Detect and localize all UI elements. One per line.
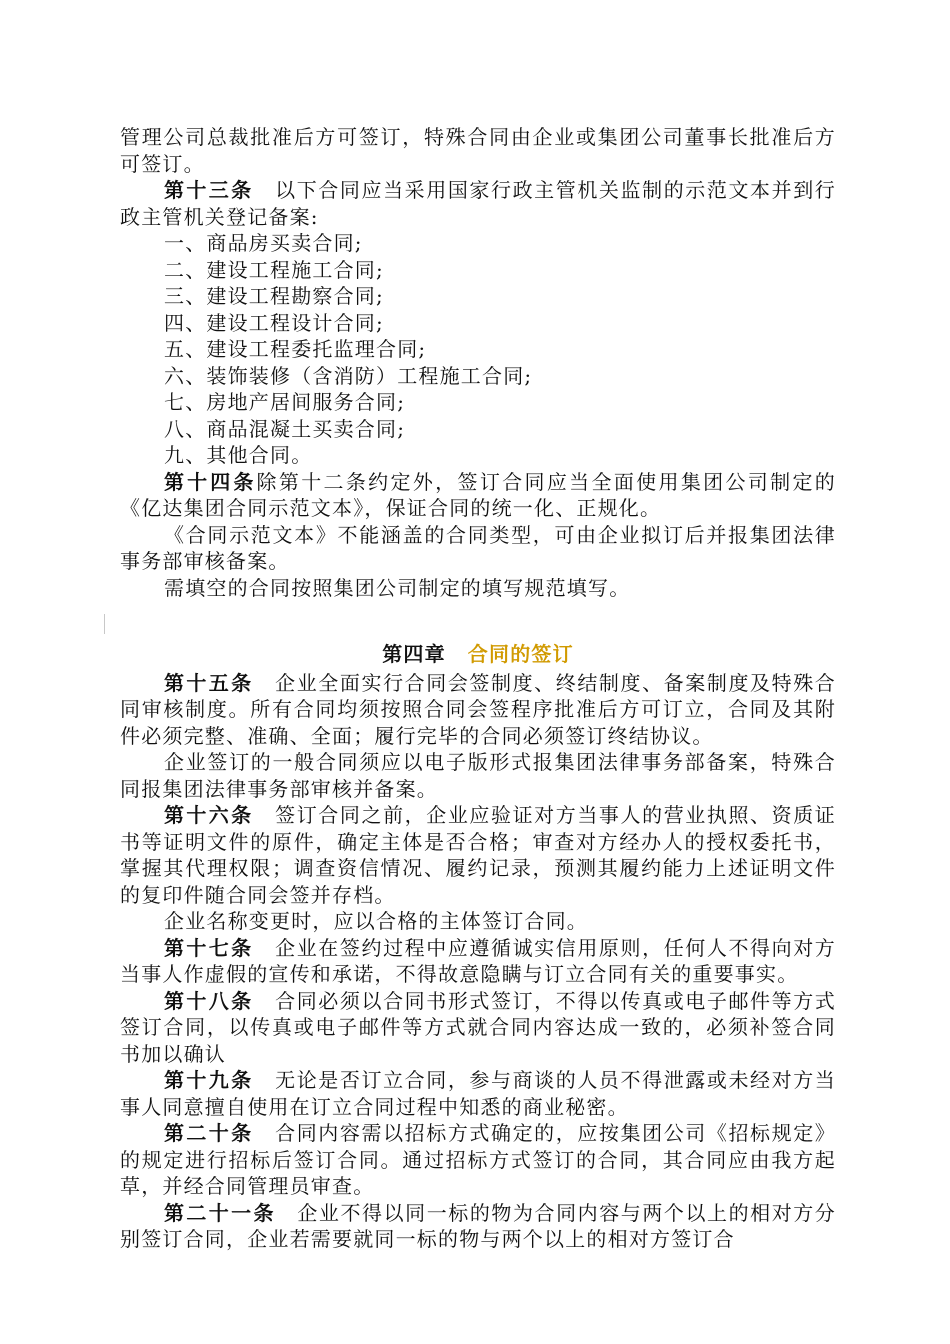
article-paragraph <box>120 1200 836 1253</box>
body-paragraph <box>120 575 836 602</box>
list-item <box>120 416 836 443</box>
document-body <box>120 124 836 1253</box>
paragraph-text: 合同必须以合同书形式签订，不得以传真或电子邮件等方式签订合同，以传真或电子邮件等方式就合同内容达成一致的，必须补签合同书加以确认 <box>120 988 836 1066</box>
list-item <box>120 283 836 310</box>
article-paragraph <box>120 1120 836 1200</box>
paragraph-text: 《合同示范文本》不能涵盖的合同类型，可由企业拟订后并报集团法律事务部审核备案。 <box>120 522 836 573</box>
list-item <box>120 442 836 469</box>
article-paragraph <box>120 802 836 908</box>
article-number: 第二十一条 <box>164 1200 276 1225</box>
paragraph-text: 七、房地产居间服务合同; <box>164 390 406 414</box>
list-item <box>120 230 836 257</box>
paragraph-text: 二、建设工程施工合同; <box>164 257 384 282</box>
body-paragraph <box>120 522 836 575</box>
paragraph-text: 八、商品混凝土买卖合同; <box>164 416 406 441</box>
list-item <box>120 257 836 284</box>
article-paragraph <box>120 177 836 230</box>
paragraph-text: 三、建设工程勘察合同; <box>164 284 384 308</box>
list-item <box>120 363 836 390</box>
text-cursor-marker <box>104 614 105 634</box>
body-paragraph <box>120 908 836 935</box>
article-paragraph <box>120 988 836 1068</box>
paragraph-text: 九、其他合同。 <box>164 443 313 467</box>
paragraph-text: 签订合同之前，企业应验证对方当事人的营业执照、资质证书等证明文件的原件，确定主体是否合格；审查对方经办人的授权委托书，掌握其代理权限；调查资信情况、履约记录，预测其履约能力上述证明文件的复印件随合同会签并存档。 <box>120 803 836 907</box>
paragraph-text: 无论是否订立合同，参与商谈的人员不得泄露或未经对方当事人同意擅自使用在订立合同过程中知悉的商业秘密。 <box>120 1068 836 1119</box>
paragraph-text: 需填空的合同按照集团公司制定的填写规范填写。 <box>164 575 631 600</box>
paragraph-text: 管理公司总裁批准后方可签订，特殊合同由企业或集团公司董事长批准后方可签订。 <box>120 125 836 176</box>
article-paragraph <box>120 670 836 750</box>
article-paragraph <box>120 935 836 988</box>
continued-paragraph <box>120 124 836 177</box>
article-paragraph <box>120 469 836 522</box>
paragraph-text: 四、建设工程设计合同; <box>164 310 384 335</box>
paragraph-text: 企业在签约过程中应遵循诚实信用原则，任何人不得向对方当事人作虚假的宣传和承诺，不得故意隐瞒与订立合同有关的重要事实。 <box>120 935 836 986</box>
chapter-title: 合同的签订 <box>467 642 574 666</box>
paragraph-text: 企业全面实行合同会签制度、终结制度、备案制度及特殊合同审核制度。所有合同均须按照合同会签程序批准后方可订立，合同及其附件必须完整、准确、全面；履行完毕的合同必须签订终结协议。 <box>120 670 836 748</box>
section-gap <box>120 601 836 641</box>
chapter-label: 第四章 <box>382 642 446 666</box>
paragraph-text: 企业签订的一般合同须应以电子版形式报集团法律事务部备案，特殊合同报集团法律事务部审核并备案。 <box>120 750 836 801</box>
section-before <box>120 124 836 601</box>
chapter-heading <box>120 641 836 668</box>
paragraph-text: 六、装饰装修（含消防）工程施工合同; <box>164 363 533 388</box>
list-item <box>120 389 836 416</box>
article-number: 第十八条 <box>164 988 254 1013</box>
list-item <box>120 310 836 337</box>
paragraph-text: 合同内容需以招标方式确定的，应按集团公司《招标规定》的规定进行招标后签订合同。通过招标方式签订的合同，其合同应由我方起草，并经合同管理员审查。 <box>120 1121 836 1198</box>
list-item <box>120 336 836 363</box>
article-number: 第十七条 <box>164 935 254 960</box>
article-number: 第十四条 <box>164 469 257 494</box>
paragraph-text: 五、建设工程委托监理合同; <box>164 337 427 361</box>
paragraph-text: 除第十二条约定外，签订合同应当全面使用集团公司制定的《亿达集团合同示范文本》，保证合同的统一化、正规化。 <box>120 469 837 520</box>
article-number: 第二十条 <box>164 1121 254 1145</box>
paragraph-text: 一、商品房买卖合同; <box>164 231 363 255</box>
article-number: 第十九条 <box>164 1068 254 1092</box>
article-paragraph <box>120 1067 836 1120</box>
article-number: 第十六条 <box>164 803 254 827</box>
paragraph-text: 企业名称变更时，应以合格的主体签订合同。 <box>164 909 588 933</box>
paragraph-text: 以下合同应当采用国家行政主管机关监制的示范文本并到行政主管机关登记备案: <box>120 178 836 229</box>
section-after <box>120 670 836 1253</box>
article-number: 第十五条 <box>164 670 254 695</box>
article-number: 第十三条 <box>164 178 254 202</box>
body-paragraph <box>120 749 836 802</box>
paragraph-text: 企业不得以同一标的物为合同内容与两个以上的相对方分别签订合同，企业若需要就同一标的物与两个以上的相对方签订合 <box>120 1200 837 1251</box>
